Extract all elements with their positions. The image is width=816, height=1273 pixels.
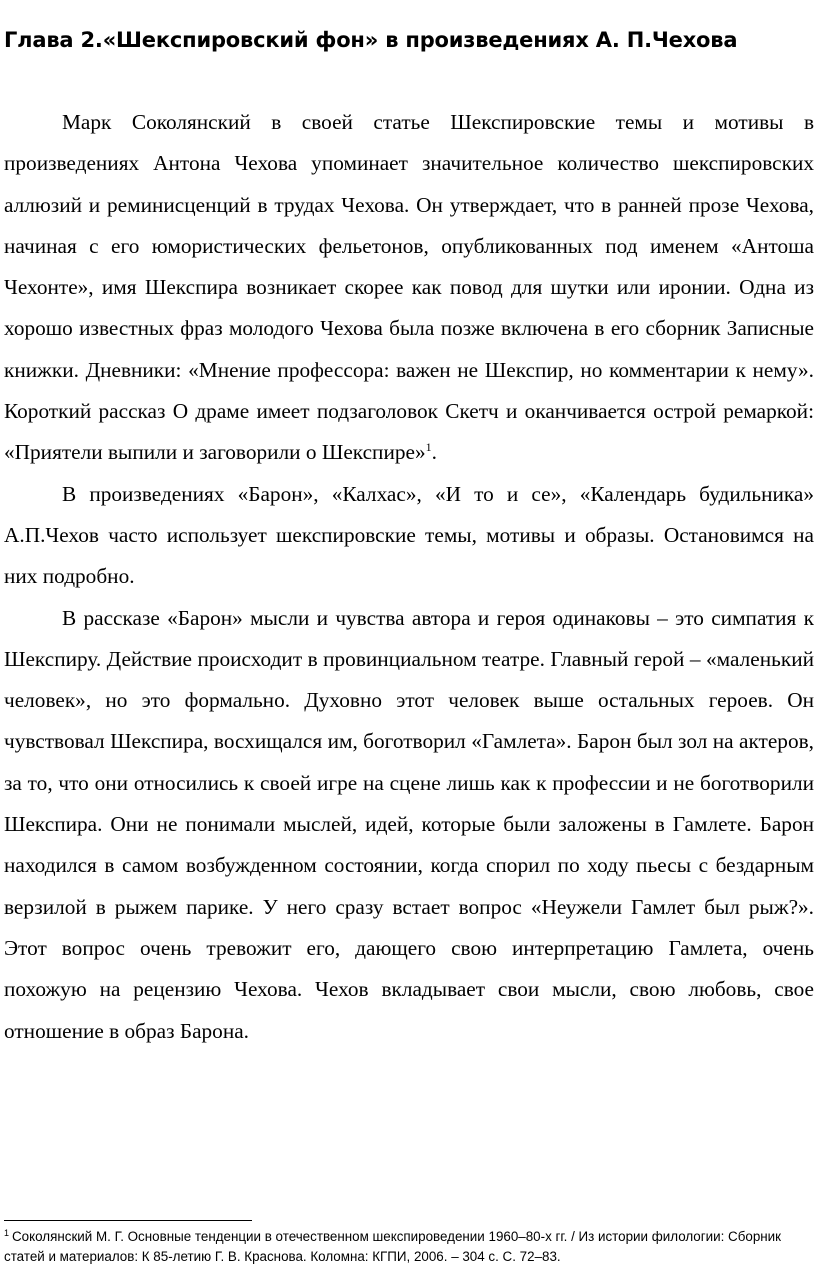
footnote-separator — [4, 1220, 252, 1221]
chapter-heading: Глава 2.«Шекспировский фон» в произведениях А. П.Чехова — [4, 28, 738, 52]
paragraph-3: В рассказе «Барон» мысли и чувства автора и героя одинаковы – это симпатия к Шекспиру. Действие происходит в провинциальном театре. Главный герой – «маленький человек», но это формально. Духовно этот человек выше остальных героев. Он чувствовал Шекспира, восхищался им, боготворил «Гамлета». Барон был зол на актеров, за то, что они относились к своей игре на сцене лишь как к профессии и не боготворили Шекспира. Они не понимали мыслей, идей, которые были заложены в Гамлете. Барон находился в самом возбужденном состоянии, когда спорил по ходу пьесы с бездарным верзилой в рыжем парике. У него сразу встает вопрос «Неужели Гамлет был рыж?». Этот вопрос очень тревожит его, дающего свою интерпретацию Гамлета, очень похожую на рецензию Чехова. Чехов вкладывает свои мысли, свою любовь, свое отношение в образ Барона. — [4, 605, 814, 1043]
paragraph-1-text: Марк Соколянский в своей статье Шекспировские темы и мотивы в произведениях Антона Чехова упоминает значительное количество шекспировских аллюзий и реминисценций в трудах Чехова. Он утверждает, что в ранней прозе Чехова, начиная с его юмористических фельетонов, опубликованных под именем «Антоша Чехонте», имя Шекспира возникает скорее как повод для шутки или иронии. Одна из хорошо известных фраз молодого Чехова была позже включена в его сборник Записные книжки. Дневники: «Мнение профессора: важен не Шекспир, но комментарии к нему». Короткий рассказ О драме имеет подзаголовок Скетч и оканчивается острой ремаркой: «Приятели выпили и заговорили о Шекспире» — [4, 110, 814, 465]
footnote-mark: 1 — [4, 1227, 10, 1238]
paragraph-1 — [4, 102, 814, 474]
paragraph-2: В произведениях «Барон», «Калхас», «И то и се», «Календарь будильника» А.П.Чехов часто использует шекспировские темы, мотивы и образы. Остановимся на них подробно. — [4, 481, 814, 589]
paragraph-1-tail: . — [431, 440, 437, 465]
footnote-reference[interactable]: 1 — [425, 440, 432, 455]
footnote-text: Соколянский М. Г. Основные тенденции в отечественном шекспироведении 1960–80-х гг. / Из истории филологии: Сборник статей и материалов: К 85-летию Г. В. Краснова. Коломна: КГПИ, 2006. – 304 с. С. 72–83. — [4, 1229, 782, 1264]
footnote — [4, 1227, 816, 1267]
body-text — [4, 102, 814, 1052]
